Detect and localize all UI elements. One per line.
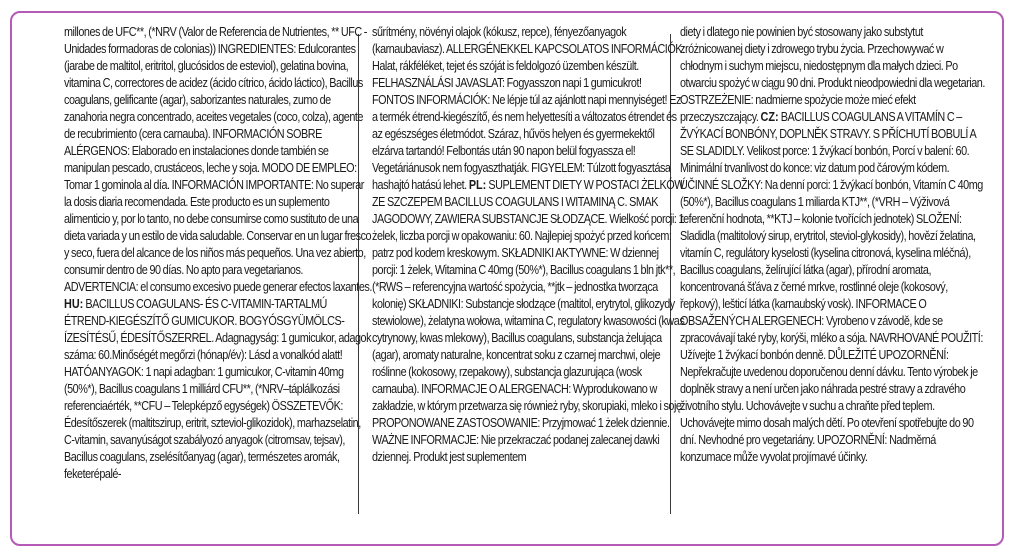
hungarian-polish-text-block [372,24,685,466]
spanish-text: millones de UFC**, (*NRV (Valor de Referencia de Nutrientes, ** UFC -Unidades formadoras de colonias)) INGREDIENTES: Edulcorantes (jarabe de maltitol, eritritol, glucósidos de esteviol), gelatina bovina, vitamina C, correctores de acidez (ácido cítrico, ácido láctico), Bacillus coagulans, gelificante (agar), saborizantes naturales, zumo de zanahoria negra concentrado, aceites vegetales (coco, colza), agente de recubrimiento (cera carnauba). INFORMACIÓN SOBRE ALÉRGENOS: Elaborado en instalaciones donde también se manipulan pescado, crustáceos, leche y soja. MODO DE EMPLEO: Tomar 1 gominola al día. INFORMACIÓN IMPORTANTE: No superar la dosis diaria recomendada. Este producto es un suplemento alimenticio y, por lo tanto, no debe consumirse como sustituto de una dieta variada y un estilo de vida saludable. Conservar en un lugar fresco y seco, fuera del alcance de los niños más pequeños. Una vez abierto, consumir dentro de 90 días. No apto para vegetarianos. ADVERTENCIA: el consumo excesivo puede generar efectos laxantes. [64,25,372,294]
spanish-text-block [64,24,372,483]
hungarian-text-part2: sűrítmény, növényi olajok (kókusz, repce), fényezőanyagok (karnaubaviasz). ALLERGÉNEKKEL KAPCSOLATOS INFORMÁCIÓK: Halat, rákféléket, tejet és szóját is feldolgozó üzemben készült. FELHASZNÁLÁSI JAVASLAT: Fogyasszon napi 1 gumicukrot! FONTOS INFORMÁCIÓK: Ne lépje túl az ajánlott napi mennyiséget! Ez a termék étrend-kiegészítő, és nem helyettesíti a változatos étrendet és az egészséges életmódot. Száraz, hűvös helyen és gyermekektől elzárva tartandó! Felbontás után 90 napon belül fogyassza el! Vegetáriánusok nem fogyaszthatják. FIGYELEM: Túlzott fogyasztása hashajtó hatású lehet. [372,25,685,192]
czech-text: BACILLUS COAGULANS A VITAMÍN C – ŽVÝKACÍ BONBÓNY, DOPLNĚK STRAVY. S PŘÍCHUTÍ BOBULÍ A SE SLADIDLY. Velikost porce: 1 žvýkací bonbón, Porcí v balení: 60. Minimální trvanlivost do konce: viz datum pod čárovým kódem. ÚČINNÉ SLOŽKY: Na denní porci: 1 žvýkací bonbón, Vitamín C 40mg (50%*), Bacillus coagulans 1 miliarda KTJ**, (*VRH – Výživová referenční hodnota, **KTJ – kolonie tvořících jednotek) SLOŽENÍ: Sladidla (maltitolový sirup, erytritol, steviol-glykosidy), hovězí želatina, vitamín C, regulátory kyselosti (kyselina citronová, kyselina mléčná), Bacillus coagulans, želírující látka (agar), přírodní aromata, koncentrovaná šťáva z černé mrkve, rostlinné oleje (kokosový, řepkový), lešticí látka (karnaubský vosk). INFORMACE O OBSAŽENÝCH ALERGENECH: Vyrobeno v závodě, kde se zpracovávají také ryby, korýši, mléko a sója. NAVRHOVANÉ POUŽITÍ: Užívejte 1 žvýkací bonbón denně. DŮLEŽITÉ UPOZORNĚNÍ: Nepřekračujte uvedenou doporučenou denní dávku. Tento výrobek je doplněk stravy a není určen jako náhrada pestré stravy a zdravého životního stylu. Uchovávejte v suchu a chraňte před teplem. Uchovávejte mimo dosah malých dětí. Po otevření spotřebujte do 90 dní. Nevhodné pro vegetariány. UPOZORNĚNÍ: Nadměrná konzumace může vyvolat projímavé účinky. [680,110,983,464]
polish-text-part2: diety i dlatego nie powinien być stosowany jako substytut zróżnicowanej diety i zdrowego trybu życia. Przechowywać w chłodnym i suchym miejscu, niedostępnym dla małych dzieci. Po otwarciu spożyć w ciągu 90 dni. Produkt nieodpowiedni dla wegetarian. OSTRZEŻENIE: nadmierne spożycie może mieć efekt przeczyszczający. [680,25,985,124]
column-hungarian-polish [372,24,685,466]
column-polish-czech [680,24,986,466]
column-spanish-hungarian [64,24,372,483]
hungarian-text-part1: BACILLUS COAGULANS- ÉS C-VITAMIN-TARTALMÚ ÉTREND-KIEGÉSZÍTŐ GUMICUKOR. BOGYÓSGYÜMÖLCS-ÍZESÍTÉSŰ, ÉDESÍTŐSZERREL. Adagnagyság: 1 gumicukor, adagok száma: 60.Minőségét megőrzi (hónap/év): Lásd a vonalkód alatt! HATÓANYAGOK: 1 napi adagban: 1 gumicukor, C-vitamin 40mg (50%*), Bacillus coagulans 1 milliárd CFU**, (*NRV–táplálkozási referenciaérték, **CFU – Telepképző egységek) ÖSSZETEVŐK: Édesítőszerek (maltitszirup, eritrit, szteviol-glikozidok), marhazselatin, C-vitamin, savanyúságot szabályozó anyagok (citromsav, tejsav), Bacillus coagulans, zselésítőanyag (agar), természetes aromák, feketerépalé- [64,297,372,481]
hungarian-language-code: HU: [64,297,84,311]
polish-czech-text-block [680,24,986,466]
czech-language-code: CZ: [760,110,779,124]
polish-language-code: PL: [468,178,487,192]
polish-text-part1: SUPLEMENT DIETY W POSTACI ŻELKÓW ZE SZCZEPEM BACILLUS COAGULANS I WITAMINĄ C. SMAK JAGODOWY, ZAWIERA SUBSTANCJE SŁODZĄCE. Wielkość porcji: 1 żelek, liczba porcji w opakowaniu: 60. Najlepiej spożyć przed końcem: patrz pod kodem kreskowym. SKŁADNIKI AKTYWNE: W dziennej porcji: 1 żelek, Witamina C 40mg (50%*), Bacillus coagulans 1 bln jtk**, (*RWS – referencyjna wartość spożycia, **jtk – jednostka tworząca kolonię) SKŁADNIKI: Substancje słodzące (maltitol, erytrytol, glikozydy stewiolowe), żelatyna wołowa, witamina C, regulatory kwasowości (kwas cytrynowy, kwas mlekowy), Bacillus coagulans, substancja żelująca (agar), aromaty naturalne, koncentrat soku z czarnej marchwi, oleje roślinne (kokosowy, rzepakowy), substancja glazurująca (wosk carnauba). INFORMACJE O ALERGENACH: Wyprodukowano w zakładzie, w którym przetwarza się również ryby, skorupiaki, mleko i soję. PROPONOWANE ZASTOSOWANIE: Przyjmować 1 żelek dziennie. WAŻNE INFORMACJE: Nie przekraczać podanej zalecanej dawki dziennej. Produkt jest suplementem [372,178,685,464]
